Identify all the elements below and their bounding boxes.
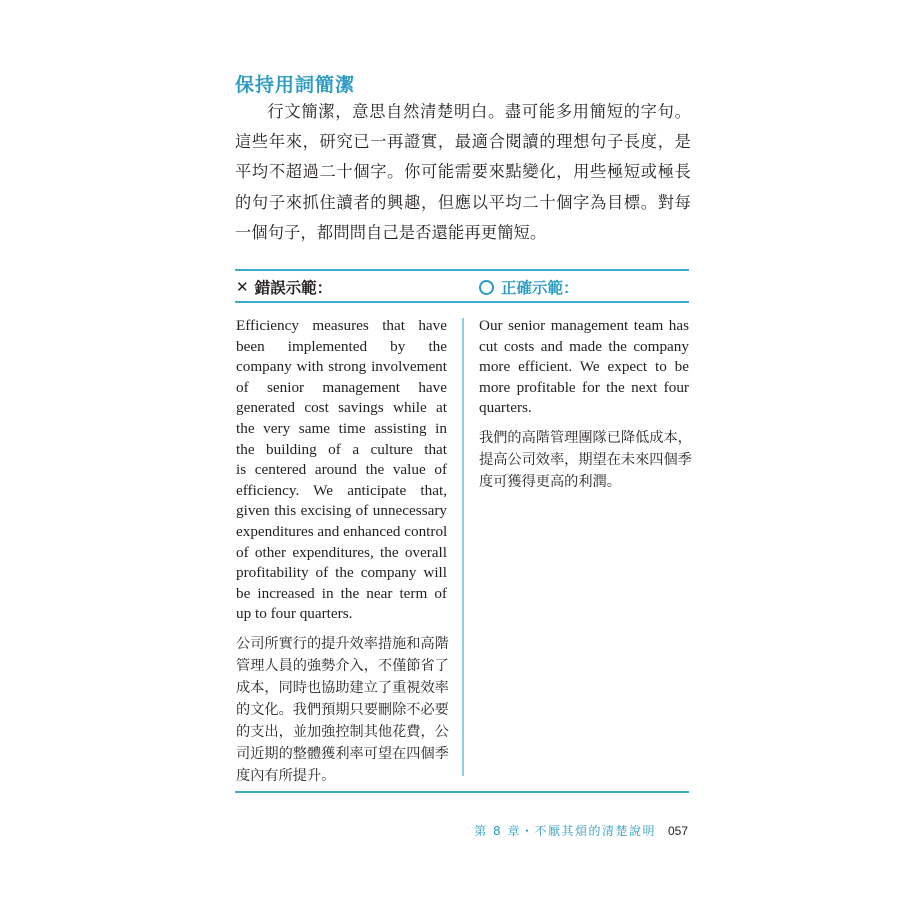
wrong-example-english xyxy=(236,316,447,625)
text-line: 的支出，並加強控制其他花費，公 xyxy=(236,723,449,740)
intro-paragraph: 行文簡潔，意思自然清楚明白。盡可能多用簡短的字句。這些年來，研究已一再證實，最適合閱讀的理想句子長度，是平均不超過二十個字。你可能需要來點變化，用些極短或極長的句子來抓住讀者的興趣，但應以平均二十個字為目標。對每一個句子，都問問自己是否還能再更簡短。 xyxy=(235,102,691,242)
text-line: expenditures and enhanced control xyxy=(236,522,448,540)
text-line: generated cost savings while at xyxy=(236,399,447,417)
right-example-label: 正確示範： xyxy=(501,278,579,297)
text-line: 度可獲得更高的利潤。 xyxy=(479,473,621,490)
text-line: be increased in the near term of xyxy=(236,584,447,602)
text-line: profitability of the company will xyxy=(236,564,447,582)
chapter-title: 第 8 章・不厭其煩的清楚說明 xyxy=(474,824,656,838)
text-line: efficiency. We anticipate that, xyxy=(236,481,447,499)
text-line: Our senior management team has xyxy=(479,317,689,334)
text-line: given this excising of unnecessary xyxy=(236,502,447,520)
text-line: of senior management have xyxy=(236,378,447,396)
text-line: the building of a culture that xyxy=(236,440,447,458)
wrong-example-header xyxy=(236,276,332,298)
x-mark-icon: ✕ xyxy=(236,278,249,296)
wrong-example-chinese xyxy=(236,633,447,787)
text-line: 成本，同時也協助建立了重視效率 xyxy=(236,679,449,696)
text-line: cut costs and made the company xyxy=(479,337,689,355)
right-example-column xyxy=(479,316,692,493)
circle-mark-icon xyxy=(479,280,494,295)
wrong-example-column xyxy=(236,316,447,787)
text-line: 提高公司效率，期望在未來四個季 xyxy=(479,451,692,468)
text-line: 我們的高階管理團隊已降低成本， xyxy=(479,429,692,446)
column-divider xyxy=(462,318,464,776)
page-number: 057 xyxy=(667,824,688,838)
text-line: company with strong involvement xyxy=(236,358,447,376)
text-line: 的文化。我們預期只要刪除不必要 xyxy=(236,701,449,718)
right-example-english xyxy=(479,316,689,419)
right-example-chinese xyxy=(479,427,692,493)
header-rule xyxy=(235,301,689,303)
page-footer xyxy=(474,822,688,839)
text-line: the very same time assisting in xyxy=(236,419,447,437)
wrong-example-label: 錯誤示範： xyxy=(254,278,333,297)
top-rule xyxy=(235,269,689,271)
text-line: Efficiency measures that have xyxy=(236,317,447,334)
text-line: more efficient. We expect to be xyxy=(479,358,689,376)
text-line: quarters. xyxy=(479,399,532,417)
text-line: 度內有所提升。 xyxy=(236,767,336,784)
text-line: 管理人員的強勢介入，不僅節省了 xyxy=(236,657,449,674)
text-line: 司近期的整體獲利率可望在四個季 xyxy=(236,745,449,762)
text-line: more profitable for the next four xyxy=(479,378,689,396)
text-line: 公司所實行的提升效率措施和高階 xyxy=(236,635,449,652)
text-line: up to four quarters. xyxy=(236,605,353,623)
bottom-rule xyxy=(235,791,689,793)
section-title: 保持用詞簡潔 xyxy=(235,74,356,96)
right-example-header xyxy=(479,276,579,298)
text-line: is centered around the value of xyxy=(236,461,447,479)
text-line: been implemented by the xyxy=(236,337,447,355)
text-line: of other expenditures, the overall xyxy=(236,543,447,561)
